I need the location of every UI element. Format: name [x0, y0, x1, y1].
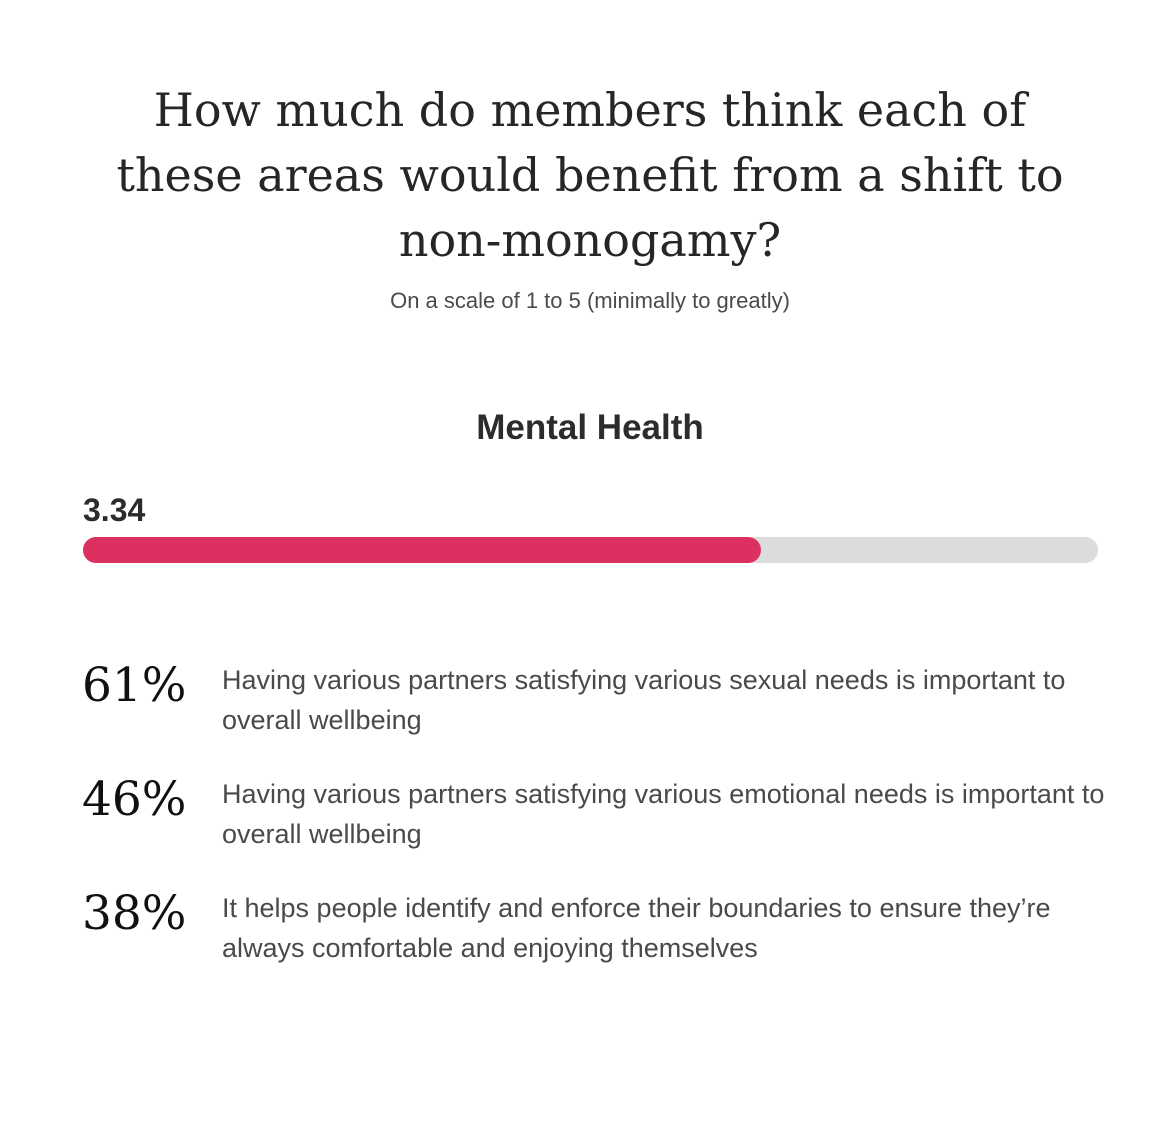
- stat-percent: 61%: [82, 658, 187, 713]
- stat-percent: 38%: [82, 886, 187, 941]
- stat-description: Having various partners satisfying various emotional needs is important to overall wellbeing: [222, 779, 1105, 849]
- stat-percent: 46%: [82, 772, 187, 827]
- stats-list: [82, 656, 1122, 998]
- chart-subtitle: On a scale of 1 to 5 (minimally to greatly): [390, 288, 790, 313]
- stat-row: [82, 656, 1122, 770]
- stat-row: [82, 770, 1122, 884]
- score-bar-track: [83, 537, 1098, 563]
- chart-title: How much do members think each of these areas would benefit from a shift to non-monogamy?: [116, 83, 1064, 267]
- score-bar-fill: [83, 537, 761, 563]
- category-label: Mental Health: [476, 408, 704, 447]
- stat-row: [82, 884, 1122, 998]
- stat-description: It helps people identify and enforce their boundaries to ensure they’re always comfortable and enjoying themselves: [222, 893, 1051, 963]
- score-value-label: 3.34: [83, 492, 146, 528]
- stat-description: Having various partners satisfying various sexual needs is important to overall wellbeing: [222, 665, 1066, 735]
